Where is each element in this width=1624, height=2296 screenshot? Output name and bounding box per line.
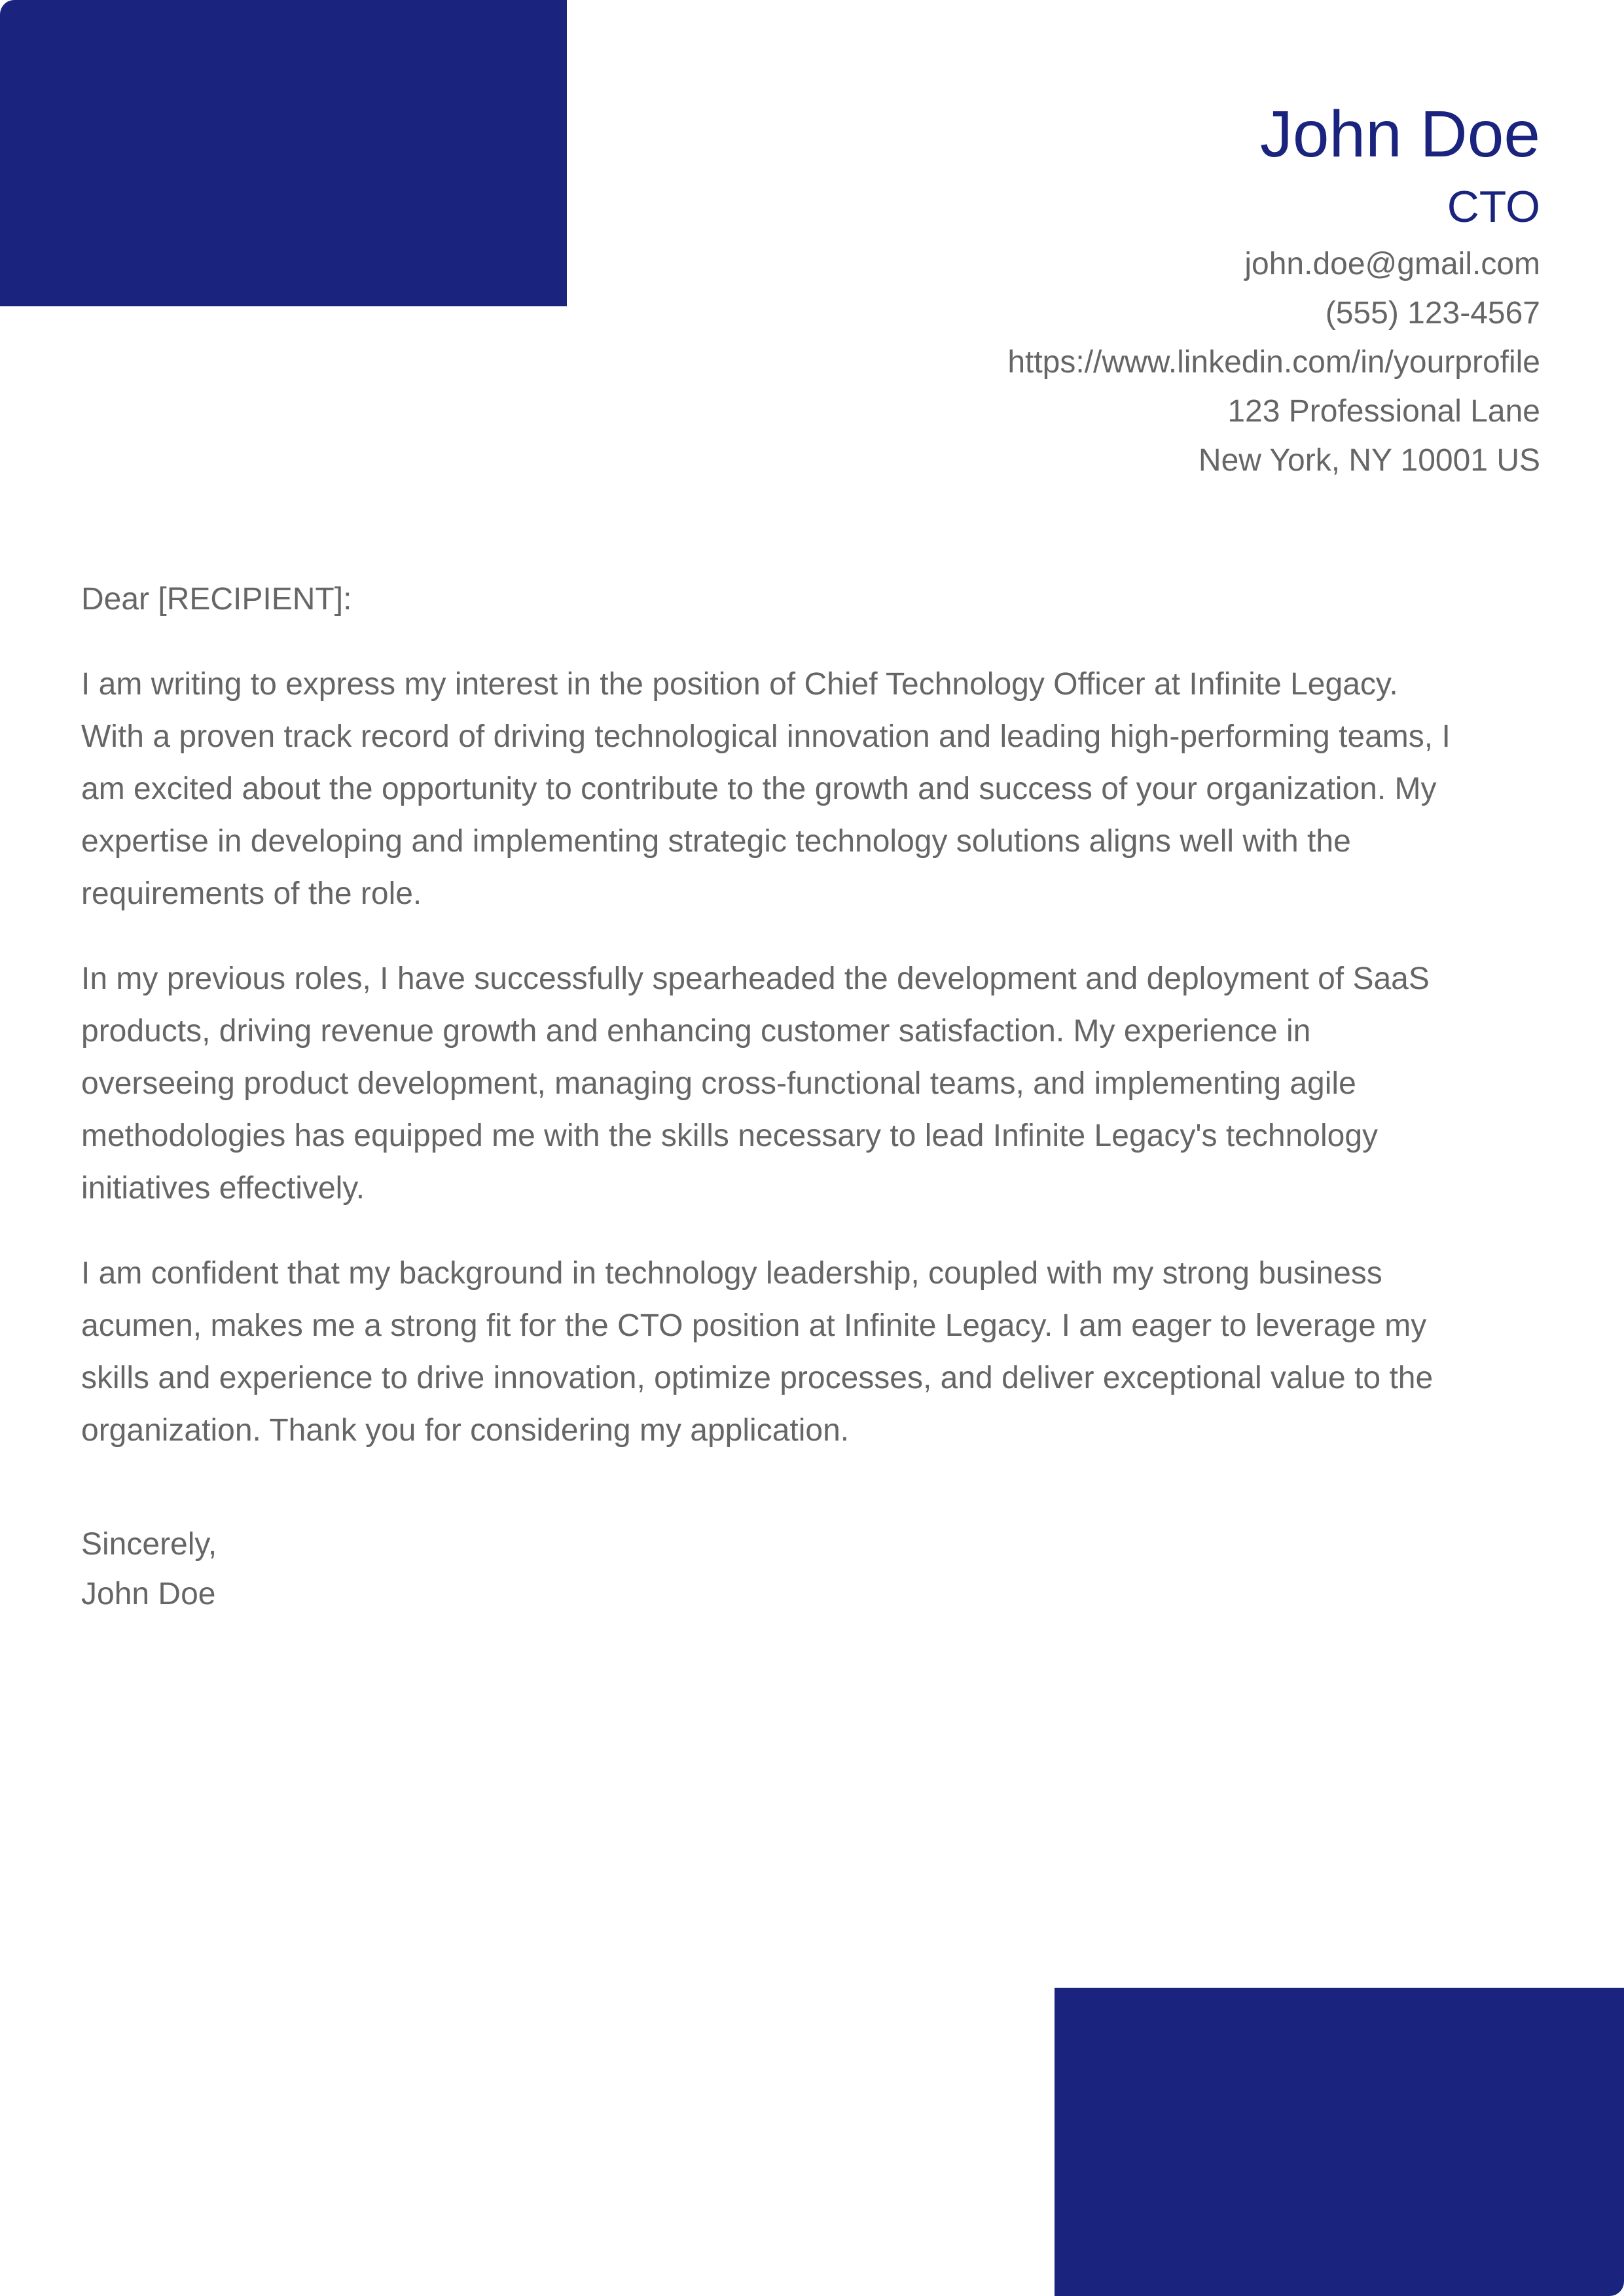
- sender-phone: (555) 123-4567: [1325, 296, 1540, 331]
- closing-phrase: Sincerely,: [81, 1527, 217, 1562]
- sender-address-line2: New York, NY 10001 US: [1198, 443, 1540, 478]
- sender-linkedin: https://www.linkedin.com/in/yourprofile: [1007, 345, 1540, 380]
- sender-job-title: CTO: [1447, 182, 1540, 232]
- sender-name: John Doe: [1259, 98, 1540, 171]
- salutation: Dear [RECIPIENT]:: [81, 582, 352, 617]
- letter-body: [81, 573, 1469, 1619]
- signature-name: John Doe: [81, 1577, 216, 1611]
- letter-header: [1007, 92, 1540, 485]
- sender-email: john.doe@gmail.com: [1244, 247, 1540, 281]
- body-paragraph-2: In my previous roles, I have successfully spearheaded the development and deployment of SaaS products, driving revenue growth and enhancing customer satisfaction. My experience in overseeing product development, managing cross-functional teams, and implementing agile methodologies has equipped me with the skills necessary to lead Infinite Legacy's technology initiatives effectively.: [81, 961, 1430, 1206]
- closing-block: [81, 1520, 1469, 1619]
- sender-address-line1: 123 Professional Lane: [1227, 394, 1540, 429]
- decorative-corner-block-bottom: [1055, 1988, 1624, 2296]
- decorative-corner-block-top: [0, 0, 567, 306]
- body-paragraph-3: I am confident that my background in technology leadership, coupled with my strong business acumen, makes me a strong fit for the CTO position at Infinite Legacy. I am eager to leverage my skills and experience to drive innovation, optimize processes, and deliver exceptional value to the organization. Thank you for considering my application.: [81, 1256, 1434, 1448]
- body-paragraph-1: I am writing to express my interest in the position of Chief Technology Officer at Infinite Legacy. With a proven track record of driving technological innovation and leading high-performing teams, I am excited about the opportunity to contribute to the growth and success of your organization. My expertise in developing and implementing strategic technology solutions aligns well with the requirements of the role.: [81, 667, 1451, 911]
